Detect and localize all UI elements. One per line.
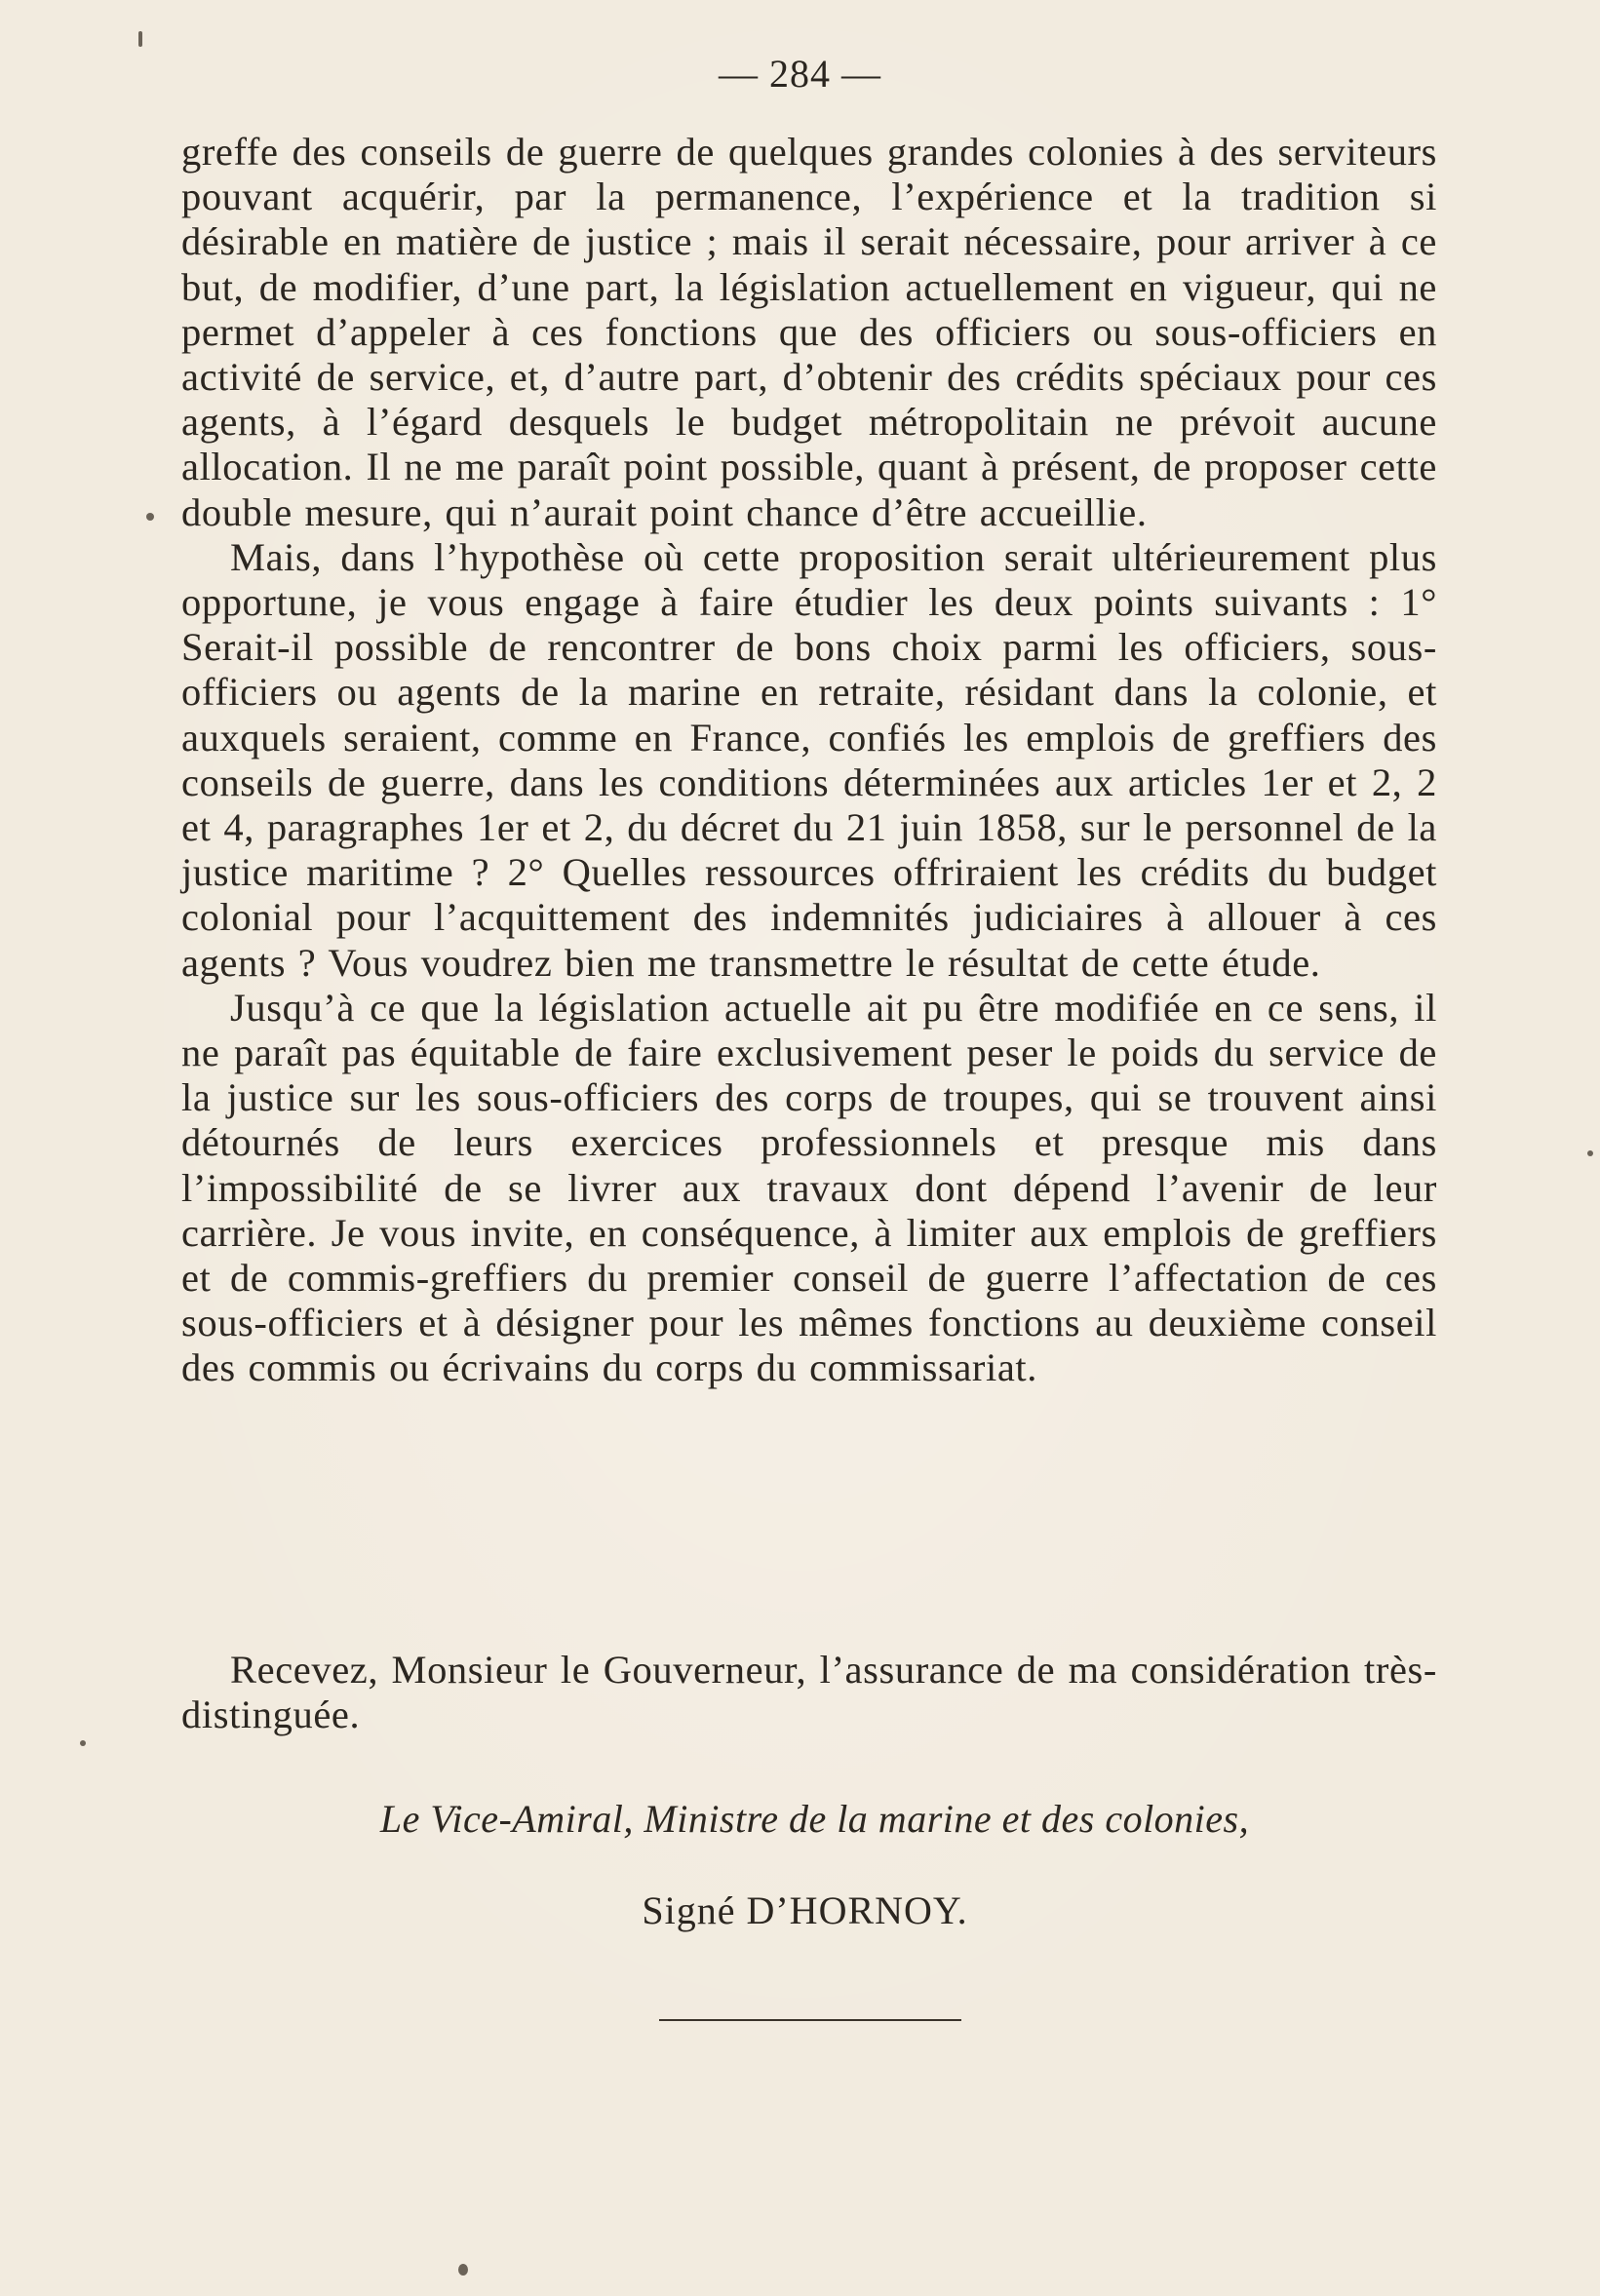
paragraph-continuation: greffe des conseils de guerre de quelques grandes colonies à des serviteurs pouvant acquérir, par la permanence, l’expérience et la tradition si désirable en matière de justice ; mais il serait nécessaire, pour arriver à ce but, de modifier, d’une part, la législation actuellement en vigueur, qui ne permet d’appeler à ces fonctions que des officiers ou sous-officiers en activité de service, et, d’autre part, d’obtenir des crédits spéciaux pour ces agents, à l’égard desquels le budget métropolitain ne prévoit aucune allocation. Il ne me paraît point possible, quant à présent, de proposer cette double mesure, qui n’aurait point chance d’être accueillie. (181, 130, 1437, 534)
signature-title: Le Vice-Amiral, Ministre de la marine et des colonies, (379, 1797, 1250, 1841)
margin-speck (146, 513, 154, 521)
margin-speck (458, 2264, 468, 2276)
margin-speck (138, 31, 142, 47)
signature-name: Signé D’HORNOY. (642, 1888, 968, 1932)
margin-speck (1587, 1150, 1593, 1156)
closing-formula: Recevez, Monsieur le Gouverneur, l’assurance de ma considération très-distinguée. (181, 1648, 1437, 1737)
paragraph-hypothesis: Mais, dans l’hypothèse où cette proposition serait ultérieurement plus opportune, je vous engage à faire étudier les deux points suivants : 1° Serait-il possible de rencontrer de bons choix parmi les officiers, sous-officiers ou agents de la marine en retraite, résidant dans la colonie, et auxquels seraient, comme en France, confiés les emplois de greffiers des conseils de guerre, dans les conditions déterminées aux articles 1er et 2, 2 et 4, paragraphes 1er et 2, du décret du 21 juin 1858, sur le personnel de la justice maritime ? 2° Quelles ressources offriraient les crédits du budget colonial pour l’acquittement des indemnités judiciaires à allouer à ces agents ? Vous voudrez bien me transmettre le résultat de cette étude. (181, 534, 1437, 985)
paragraph-instructions: Jusqu’à ce que la législation actuelle ait pu être modifiée en ce sens, il ne paraît pas équitable de faire exclusivement peser le poids du service de la justice sur les sous-officiers des corps de troupes, qui se trouvent ainsi détournés de leurs exercices professionnels et presque mis dans l’impossibilité de se livrer aux travaux dont dépend l’avenir de leur carrière. Je vous invite, en conséquence, à limiter aux emplois de greffiers et de commis-greffiers du premier conseil de guerre l’affectation de ces sous-officiers et à désigner pour les mêmes fonctions au deuxième conseil des commis ou écrivains du corps du commissariat. (181, 985, 1437, 1390)
end-rule-divider (659, 2019, 961, 2021)
margin-speck (80, 1740, 86, 1746)
page-number: — 284 — (719, 52, 881, 96)
body-text (181, 130, 1437, 1391)
